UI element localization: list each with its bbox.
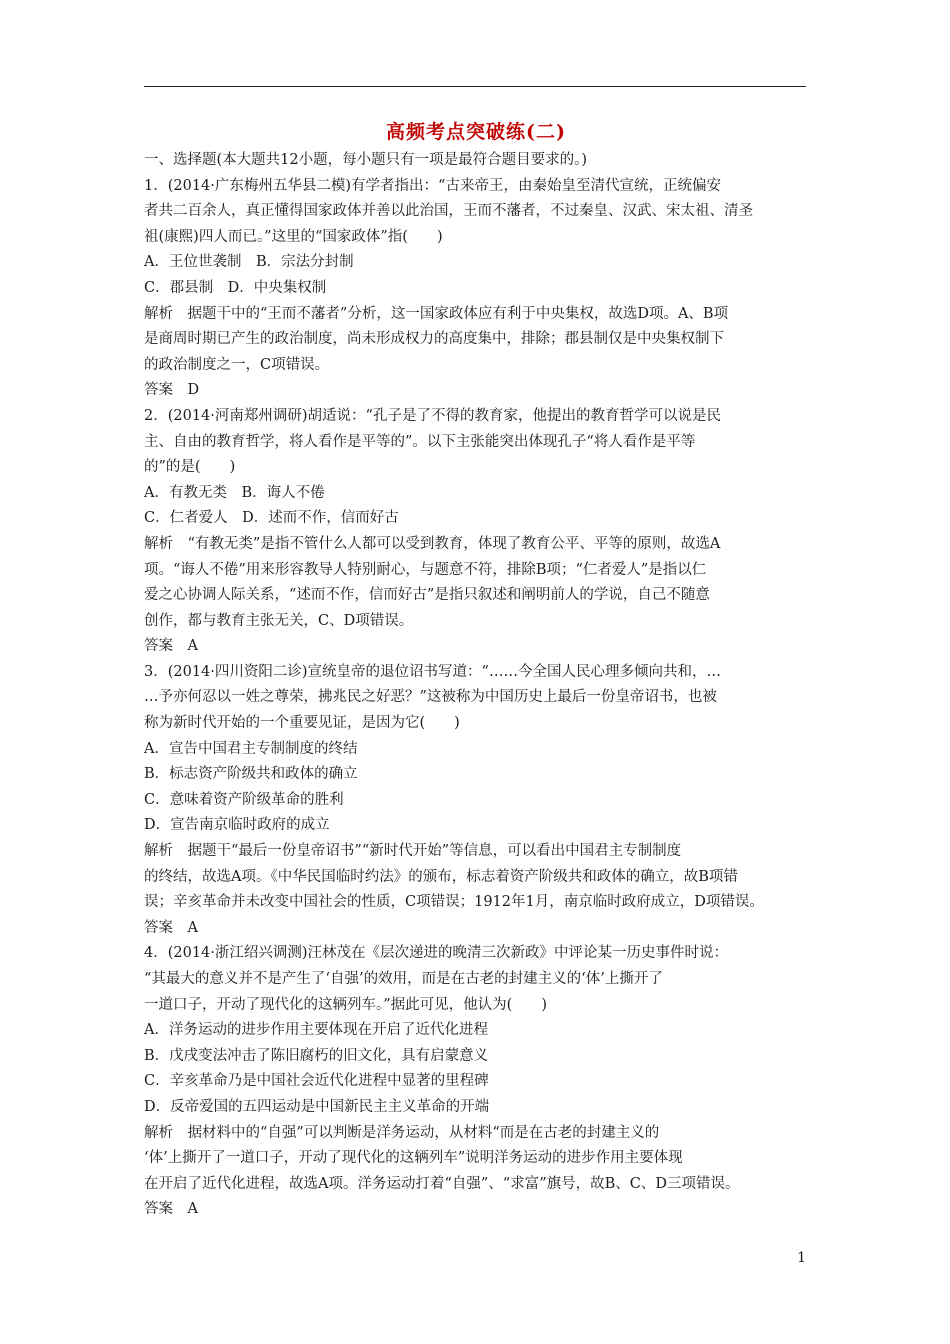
text-line: A．有教无类 B．诲人不倦 — [144, 484, 325, 501]
text-line: 3．(2014·四川资阳二诊)宣统皇帝的退位诏书写道：“……今全国人民心理多倾向共和，… — [144, 663, 721, 680]
text-line: 爱之心协调人际关系，“述而不作，信而好古”是指只叙述和阐明前人的学说，自己不随意 — [144, 587, 710, 604]
text-line: 解析 据题干“最后一份皇帝诏书”“新时代开始”等信息，可以看出中国君主专制制度 — [144, 843, 682, 860]
text-line: 解析 “有教无类”是指不管什么人都可以受到教育，体现了教育公平、平等的原则，故选A — [144, 535, 721, 552]
text-line: 项。“诲人不倦”用来形容教导人特别耐心，与题意不符，排除B项；“仁者爱人”是指以仁 — [144, 561, 707, 578]
text-line: 祖(康熙)四人而已。”这里的“国家政体”指( ) — [144, 228, 443, 245]
header-rule — [144, 86, 806, 87]
text-line: 解析 据材料中的“自强”可以判断是洋务运动，从材料“而是在古老的封建主义的 — [144, 1124, 660, 1141]
text-line: 答案 A — [144, 1201, 198, 1218]
text-line: “其最大的意义并不是产生了‘自强’的效用，而是在古老的封建主义的‘体’上撕开了 — [144, 971, 663, 987]
text-line: ‘体’上撕开了一道口子，开动了现代化的这辆列车”说明洋务运动的进步作用主要体现 — [144, 1150, 683, 1167]
text-line: 创作，都与教育主张无关，C、D项错误。 — [144, 612, 414, 629]
text-line: B．标志资产阶级共和政体的确立 — [144, 766, 358, 783]
text-line: 解析 据题干中的“王而不藩者”分析，这一国家政体应有利于中央集权，故选D项。A、B项 — [144, 305, 729, 322]
page-number: 1 — [797, 1250, 806, 1266]
text-line: 的政治制度之一，C项错误。 — [144, 356, 330, 373]
text-line: 1．(2014·广东梅州五华县二模)有学者指出：“古来帝王，由秦始皇至清代宣统，正统偏安 — [144, 177, 721, 194]
document-body — [144, 118, 808, 1223]
text-line: C．意味着资产阶级革命的胜利 — [144, 791, 344, 808]
text-line: 答案 A — [144, 638, 198, 655]
text-line: 的”的是( ) — [144, 459, 236, 476]
text-line: 一道口子，开动了现代化的这辆列车。”据此可见，他认为( ) — [144, 996, 547, 1013]
text-line: 一、选择题(本大题共12小题，每小题只有一项是最符合题目要求的。) — [144, 152, 588, 168]
text-line: D．反帝爱国的五四运动是中国新民主主义革命的开端 — [144, 1098, 490, 1115]
text-line: A．王位世袭制 B．宗法分封制 — [144, 254, 354, 271]
text-line: C．郡县制 D．中央集权制 — [144, 279, 327, 296]
text-line: A．洋务运动的进步作用主要体现在开启了近代化进程 — [144, 1022, 488, 1039]
text-line: 主、自由的教育哲学，将人看作是平等的”。以下主张能突出体现孔子“将人看作是平等 — [144, 433, 696, 450]
text-line: A．宣告中国君主专制制度的终结 — [144, 740, 358, 757]
text-line: 是商周时期已产生的政治制度，尚未形成权力的高度集中，排除；郡县制仅是中央集权制下 — [144, 331, 724, 348]
text-line: C．仁者爱人 D．述而不作，信而好古 — [144, 510, 399, 527]
text-line: 答案 A — [144, 919, 198, 936]
text-line: 称为新时代开始的一个重要见证，是因为它( ) — [144, 715, 460, 732]
text-line: C．辛亥革命乃是中国社会近代化进程中显著的里程碑 — [144, 1073, 489, 1090]
text-line: 误；辛亥革命并未改变中国社会的性质，C项错误；1912年1月，南京临时政府成立，D项错误。 — [144, 894, 764, 911]
text-line: 答案 D — [144, 382, 200, 399]
text-line: 在开启了近代化进程，故选A项。洋务运动打着“自强”、“求富”旗号，故B、C、D三项错误。 — [144, 1175, 740, 1192]
text-line: 者共二百余人，真正懂得国家政体并善以此治国，王而不藩者，不过秦皇、汉武、宋太祖、清圣 — [144, 203, 753, 220]
page-title: 高频考点突破练(二) — [386, 121, 566, 143]
text-line: D．宣告南京临时政府的成立 — [144, 817, 330, 834]
text-lines — [144, 148, 808, 1223]
text-line: …予亦何忍以一姓之尊荣，拂兆民之好恶？”这被称为中国历史上最后一份皇帝诏书，也被 — [144, 689, 717, 706]
text-line: 的终结，故选A项。《中华民国临时约法》的颁布，标志着资产阶级共和政体的确立，故B项错 — [144, 868, 738, 885]
text-line: 2．(2014·河南郑州调研)胡适说：“孔子是了不得的教育家，他提出的教育哲学可以说是民 — [144, 407, 721, 424]
text-line: B．戊戌变法冲击了陈旧腐朽的旧文化，具有启蒙意义 — [144, 1047, 489, 1064]
text-line: 4．(2014·浙江绍兴调测)汪林茂在《层次递进的晚清三次新政》中评论某一历史事件时说： — [144, 945, 729, 962]
